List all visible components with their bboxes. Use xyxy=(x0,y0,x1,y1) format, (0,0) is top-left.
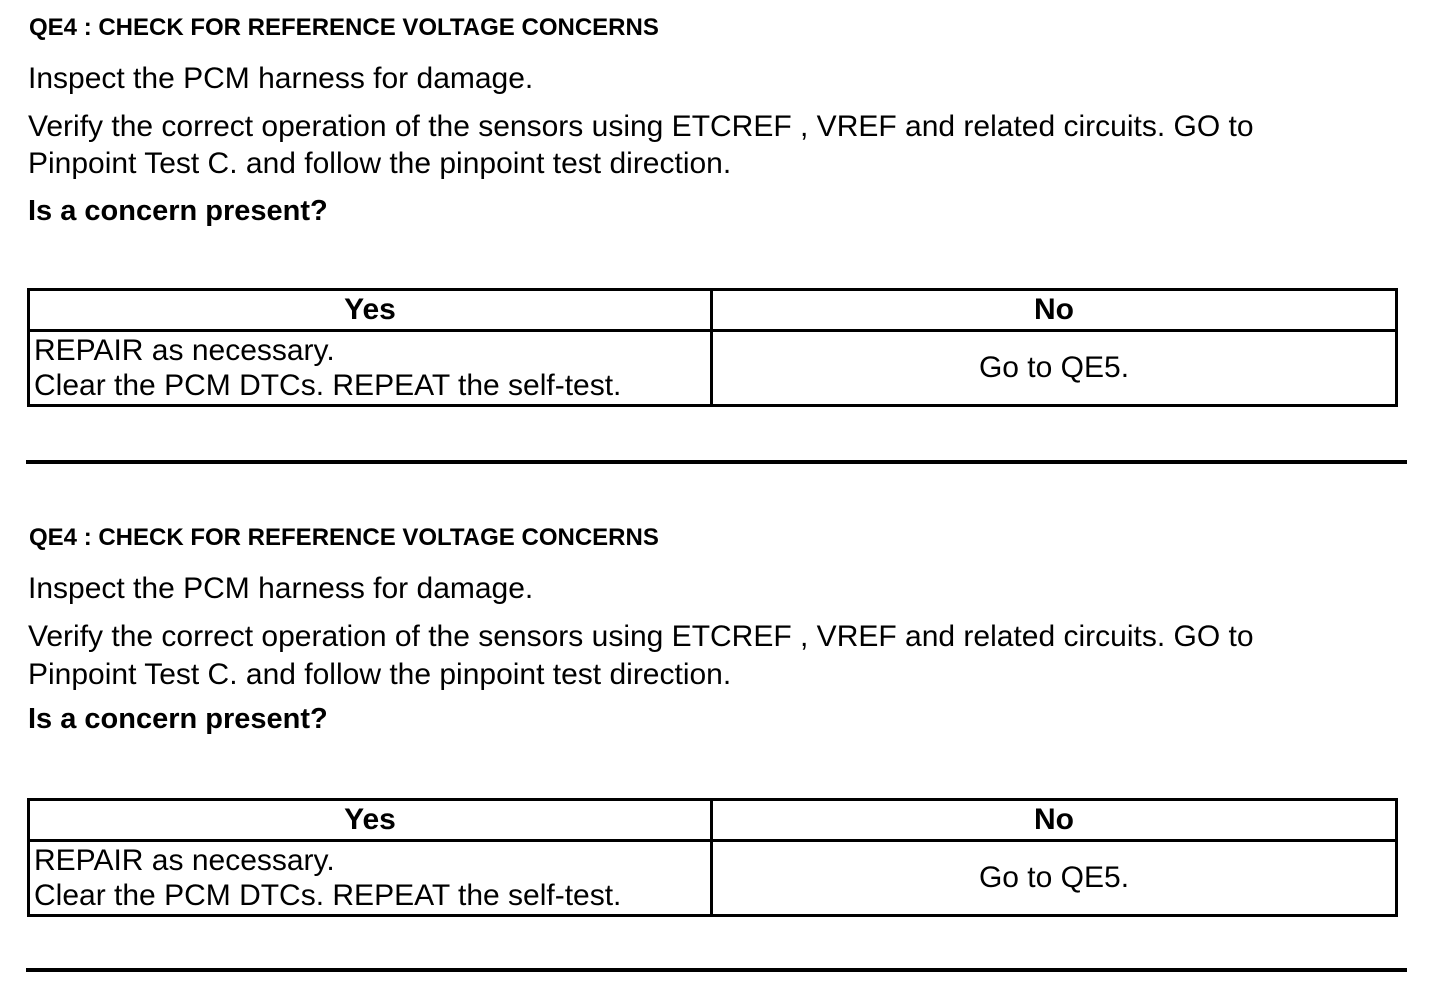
instruction-inspect: Inspect the PCM harness for damage. xyxy=(28,572,534,605)
yes-action-line-2: Clear the PCM DTCs. REPEAT the self-test. xyxy=(34,369,622,402)
step-question: Is a concern present? xyxy=(28,195,328,227)
decision-table-row xyxy=(29,841,1397,916)
step-heading: QE4 : CHECK FOR REFERENCE VOLTAGE CONCERNS xyxy=(29,524,659,551)
instruction-verify-line-2: Pinpoint Test C. and follow the pinpoint test direction. xyxy=(28,147,732,180)
section-divider xyxy=(26,968,1407,972)
decision-table xyxy=(27,798,1398,917)
yes-column-header: Yes xyxy=(29,800,712,841)
instruction-verify-line-1: Verify the correct operation of the sensors using ETCREF , VREF and related circuits. GO to xyxy=(28,110,1254,143)
step-heading: QE4 : CHECK FOR REFERENCE VOLTAGE CONCERNS xyxy=(29,14,659,41)
yes-action-line-1: REPAIR as necessary. xyxy=(34,844,335,877)
yes-action-line-1: REPAIR as necessary. xyxy=(34,334,335,367)
instruction-verify-line-2: Pinpoint Test C. and follow the pinpoint test direction. xyxy=(28,658,732,691)
decision-table-row xyxy=(29,331,1397,406)
decision-table xyxy=(27,288,1398,407)
decision-table-header-row xyxy=(29,800,1397,841)
yes-action-cell xyxy=(29,331,712,406)
no-column-header: No xyxy=(712,800,1397,841)
no-action-cell: Go to QE5. xyxy=(712,331,1397,406)
yes-column-header: Yes xyxy=(29,290,712,331)
instruction-inspect: Inspect the PCM harness for damage. xyxy=(28,62,534,95)
yes-action-line-2: Clear the PCM DTCs. REPEAT the self-test. xyxy=(34,879,622,912)
step-question: Is a concern present? xyxy=(28,703,328,735)
section-divider xyxy=(26,460,1407,464)
no-action-cell: Go to QE5. xyxy=(712,841,1397,916)
no-column-header: No xyxy=(712,290,1397,331)
yes-action-cell xyxy=(29,841,712,916)
decision-table-header-row xyxy=(29,290,1397,331)
instruction-verify-line-1: Verify the correct operation of the sensors using ETCREF , VREF and related circuits. GO to xyxy=(28,620,1254,653)
